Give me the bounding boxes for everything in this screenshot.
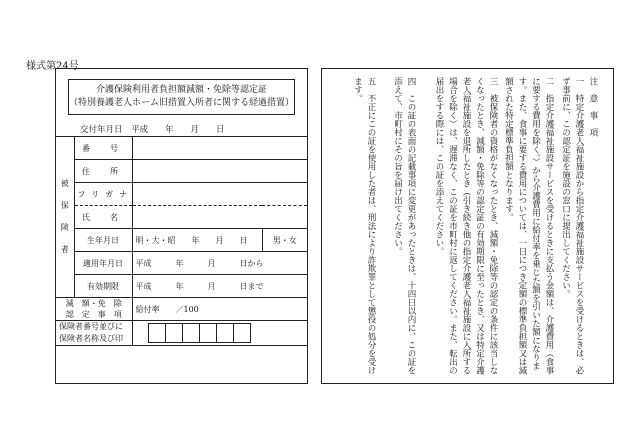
note-item-4: 四 この証の表面の記載事項に変更があったときは、十四日以内に、この証を添えて、市町村にその旨を届け出てください。 <box>392 77 416 375</box>
certificate-front <box>55 68 308 384</box>
digit-box[interactable] <box>182 323 200 343</box>
valid-until-label: 有効期限 <box>74 275 132 298</box>
title-line-2: （特別養護老人ホーム旧措置入所者に関する経過措置） <box>69 98 295 108</box>
birth-date-label: 生年月日 <box>74 229 132 252</box>
certification-label-line-1: 減 額・免 除 <box>65 299 122 308</box>
valid-until-value[interactable]: 平成 年 月 日まで <box>132 275 307 298</box>
insured-person-heading <box>56 137 74 298</box>
digit-box[interactable] <box>233 323 251 343</box>
furigana-label: フリガナ <box>74 183 132 206</box>
notes-heading: 注 意 事 項 <box>588 77 598 137</box>
issue-date-value: 平成 年 月 日 <box>131 125 225 135</box>
insurer-number-boxes <box>148 323 305 343</box>
apply-date-value[interactable]: 平成 年 月 日から <box>132 252 307 275</box>
insured-head-char: 保 <box>60 201 69 210</box>
issue-date-row <box>80 123 225 135</box>
name-field[interactable] <box>132 206 307 229</box>
digit-box[interactable] <box>199 323 217 343</box>
address-field[interactable] <box>132 160 307 183</box>
insured-person-table <box>56 136 307 346</box>
issue-date-label: 交付年月日 <box>80 125 123 135</box>
form-number: 様式第24号 <box>26 61 79 72</box>
number-label: 番 号 <box>74 137 132 160</box>
birth-date-value[interactable]: 明・大・昭 年 月 日 <box>132 229 262 252</box>
digit-box[interactable] <box>148 323 166 343</box>
certificate-title <box>68 79 295 115</box>
insured-head-char: 険 <box>60 223 69 232</box>
digit-box[interactable] <box>165 323 183 343</box>
insured-head-char: 者 <box>60 245 69 254</box>
note-item-2: 二 指定介護福祉施設サービスを受けるときに支払う金額は、介護費用（食事に要する費用を除く。）から介護費用に給付率を乗じた額を引いた額になります。また、食事に要する費用については、一日につき定額の標準負担額又は減額された特定標準負担額となります。 <box>503 77 554 375</box>
insurer-label: 保険者番号並びに保険者名称及び印 <box>56 321 132 346</box>
note-item-3: 三 被保険者の資格がなくなったとき、減額・免除等の認定の条件に該当しなくなったとき、減額・免除等の認定証の有効期限に至ったとき、又は特定介護老人福祉施設を退所したとき（引き続き他の指定介護老人福祉施設に入所する場合を除く）は、遅滞なく、この証を市町村に返してください。また、転出の届出をする際には、この証を添えてください。 <box>434 77 498 375</box>
furigana-field[interactable] <box>132 183 307 206</box>
number-field[interactable] <box>132 137 307 160</box>
notes-back <box>321 68 614 384</box>
certification-label-line-2: 認 定 事 項 <box>65 310 122 319</box>
note-item-5: 五 不正にこの証を使用した者は、刑法により詐欺罪として懲役の処分を受けます。 <box>352 77 376 375</box>
apply-date-label: 適用年月日 <box>74 252 132 275</box>
title-line-1: 介護保険利用者負担額減額・免除等認定証 <box>95 85 267 95</box>
sex-field[interactable]: 男・女 <box>262 229 307 252</box>
insurer-number-field[interactable] <box>132 321 307 346</box>
benefit-rate-field[interactable]: 給付率 ／100 <box>132 298 307 321</box>
address-label: 住 所 <box>74 160 132 183</box>
note-item-1: 一 特定介護老人福祉施設から指定介護福祉施設サービスを受けるときは、必ず事前に、この認定証を施設の窓口に提出してください。 <box>560 77 584 375</box>
insured-head-char: 被 <box>60 179 69 188</box>
name-label: 氏 名 <box>74 206 132 229</box>
digit-box[interactable] <box>216 323 234 343</box>
certification-label <box>56 298 132 321</box>
